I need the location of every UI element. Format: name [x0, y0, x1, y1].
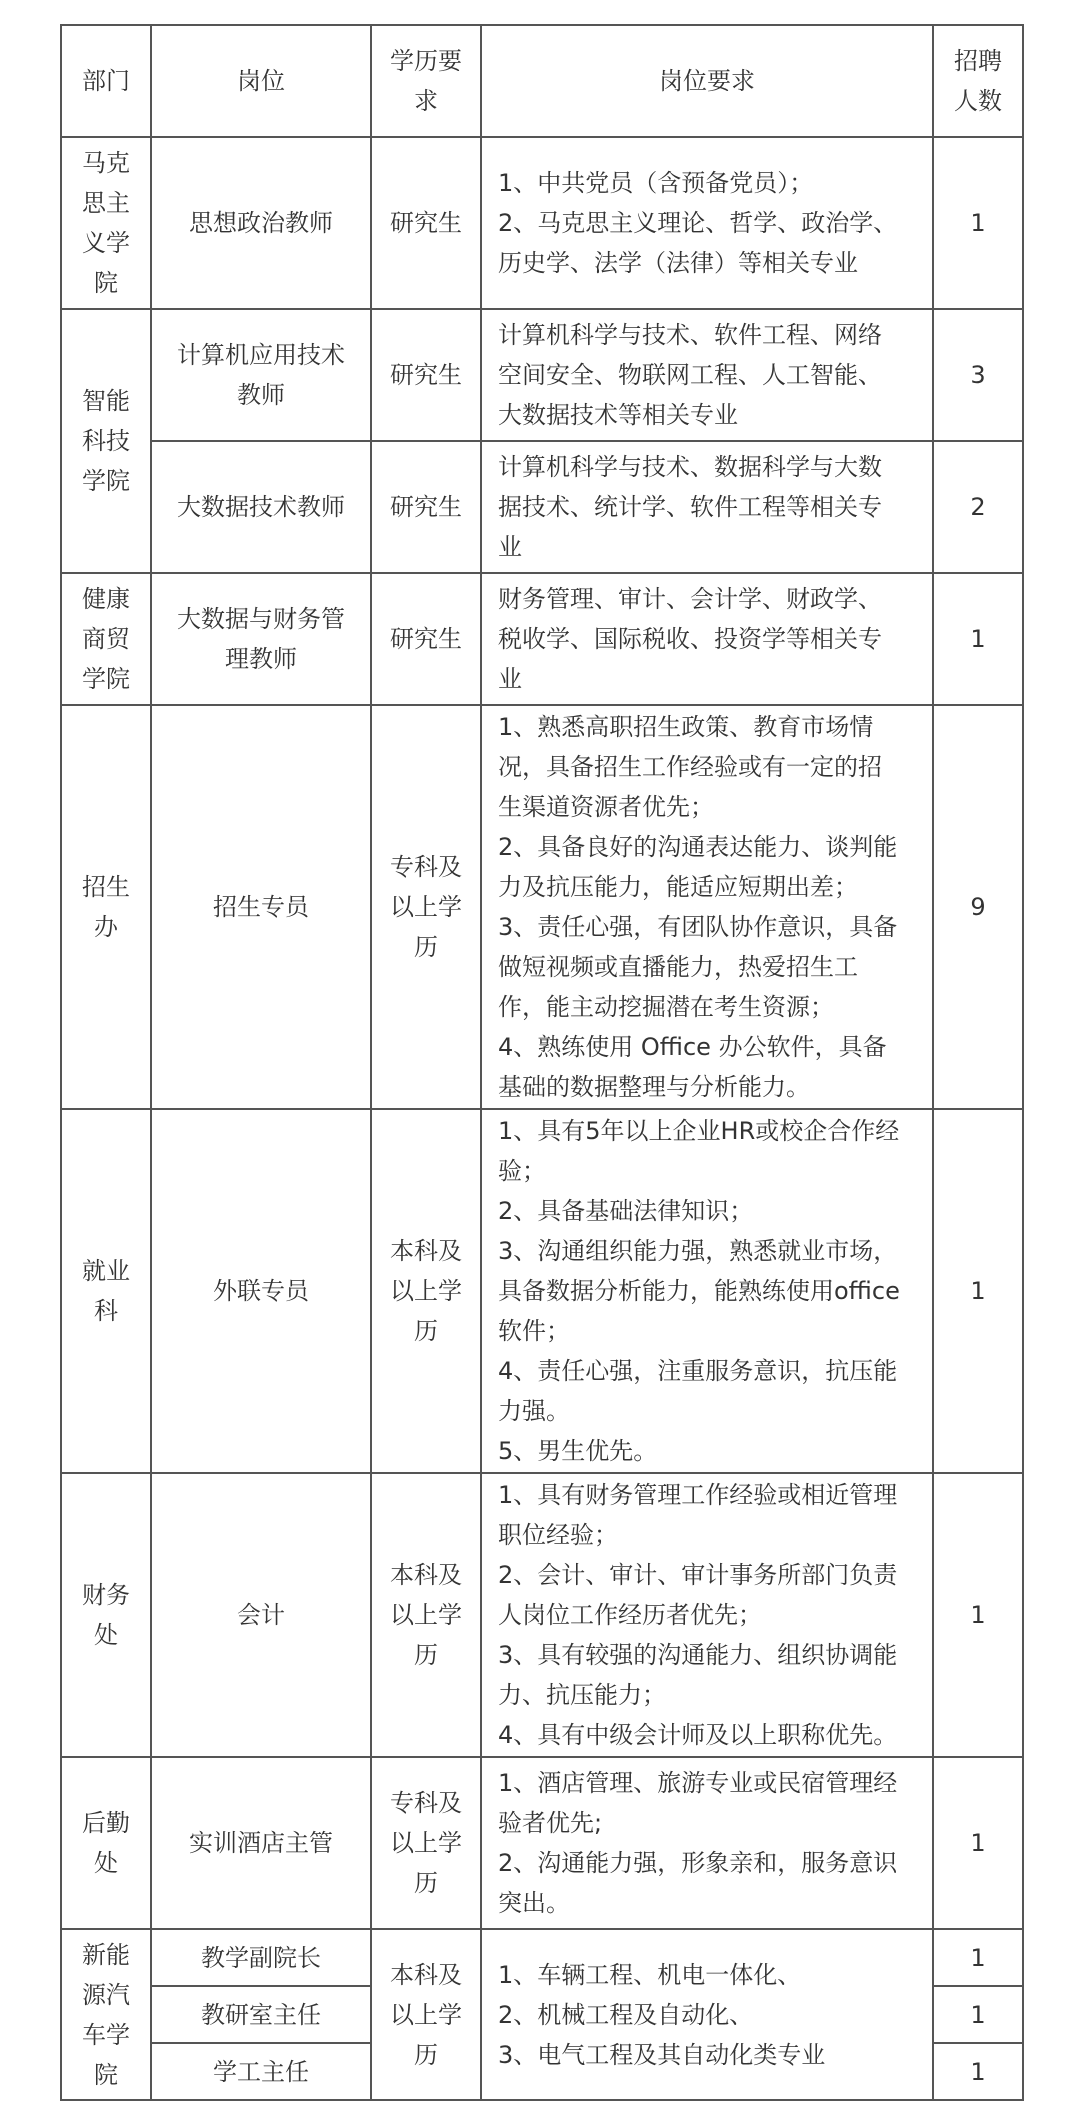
- table-row: [61, 1109, 1023, 1473]
- cell-count: 9: [933, 705, 1023, 1109]
- cell-requirements: 1、车辆工程、机电一体化、 2、机械工程及自动化、 3、电气工程及其自动化类专业: [481, 1929, 933, 2100]
- cell-education: 研究生: [371, 441, 481, 573]
- cell-count: 3: [933, 309, 1023, 441]
- table-row: [61, 1757, 1023, 1929]
- cell-position: 计算机应用技术 教师: [151, 309, 371, 441]
- cell-position: 学工主任: [151, 2043, 371, 2100]
- table-row: [61, 137, 1023, 309]
- table-row: [61, 1929, 1023, 1986]
- cell-education: 本科及 以上学 历: [371, 1929, 481, 2100]
- table-row: [61, 1473, 1023, 1757]
- cell-count: 1: [933, 1757, 1023, 1929]
- table-row: [61, 573, 1023, 705]
- cell-count: 1: [933, 2043, 1023, 2100]
- cell-requirements: 1、中共党员（含预备党员）； 2、马克思主义理论、哲学、政治学、 历史学、法学（法律）等相关专业: [481, 137, 933, 309]
- cell-requirements: 1、具有财务管理工作经验或相近管理 职位经验； 2、会计、审计、审计事务所部门负责 人岗位工作经历者优先； 3、具有较强的沟通能力、组织协调能 力、抗压能力； 4、具有中级会计师及以上职称优先。: [481, 1473, 933, 1757]
- cell-education: 专科及 以上学 历: [371, 705, 481, 1109]
- table-row: [61, 309, 1023, 441]
- table-row: [61, 705, 1023, 1109]
- cell-position: 大数据技术教师: [151, 441, 371, 573]
- cell-requirements: 1、熟悉高职招生政策、教育市场情 况，具备招生工作经验或有一定的招 生渠道资源者优先； 2、具备良好的沟通表达能力、谈判能 力及抗压能力，能适应短期出差； 3、责任心强，有团队协作意识，具备 做短视频或直播能力，热爱招生工 作，能主动挖掘潜在考生资源； 4、熟练使用 Office 办公软件，具备 基础的数据整理与分析能力。: [481, 705, 933, 1109]
- cell-position: 思想政治教师: [151, 137, 371, 309]
- cell-department: 智能 科技 学院: [61, 309, 151, 573]
- header-count: 招聘 人数: [933, 25, 1023, 137]
- table-header-row: [61, 25, 1023, 137]
- cell-requirements: 财务管理、审计、会计学、财政学、 税收学、国际税收、投资学等相关专 业: [481, 573, 933, 705]
- header-position: 岗位: [151, 25, 371, 137]
- cell-count: 1: [933, 573, 1023, 705]
- cell-position: 实训酒店主管: [151, 1757, 371, 1929]
- cell-count: 1: [933, 1929, 1023, 1986]
- cell-education: 本科及 以上学 历: [371, 1109, 481, 1473]
- cell-requirements: 1、具有5年以上企业HR或校企合作经 验； 2、具备基础法律知识； 3、沟通组织能力强，熟悉就业市场， 具备数据分析能力，能熟练使用office 软件； 4、责任心强，注重服务意识，抗压能 力强。 5、男生优先。: [481, 1109, 933, 1473]
- cell-department: 就业 科: [61, 1109, 151, 1473]
- cell-education: 本科及 以上学 历: [371, 1473, 481, 1757]
- header-requirements: 岗位要求: [481, 25, 933, 137]
- cell-position: 会计: [151, 1473, 371, 1757]
- cell-count: 1: [933, 137, 1023, 309]
- cell-requirements: 计算机科学与技术、软件工程、网络 空间安全、物联网工程、人工智能、 大数据技术等相关专业: [481, 309, 933, 441]
- cell-department: 健康 商贸 学院: [61, 573, 151, 705]
- cell-department: 财务 处: [61, 1473, 151, 1757]
- cell-education: 专科及 以上学 历: [371, 1757, 481, 1929]
- cell-requirements: 计算机科学与技术、数据科学与大数 据技术、统计学、软件工程等相关专 业: [481, 441, 933, 573]
- cell-count: 2: [933, 441, 1023, 573]
- cell-position: 招生专员: [151, 705, 371, 1109]
- cell-department: 招生 办: [61, 705, 151, 1109]
- cell-position: 教学副院长: [151, 1929, 371, 1986]
- cell-position: 大数据与财务管 理教师: [151, 573, 371, 705]
- header-education: 学历要 求: [371, 25, 481, 137]
- cell-count: 1: [933, 1986, 1023, 2043]
- table-row: [61, 441, 1023, 573]
- cell-requirements: 1、酒店管理、旅游专业或民宿管理经 验者优先; 2、沟通能力强，形象亲和，服务意识 突出。: [481, 1757, 933, 1929]
- recruitment-table: [60, 24, 1024, 2101]
- cell-department: 后勤 处: [61, 1757, 151, 1929]
- cell-education: 研究生: [371, 137, 481, 309]
- cell-count: 1: [933, 1473, 1023, 1757]
- cell-education: 研究生: [371, 573, 481, 705]
- cell-position: 教研室主任: [151, 1986, 371, 2043]
- cell-position: 外联专员: [151, 1109, 371, 1473]
- cell-count: 1: [933, 1109, 1023, 1473]
- cell-department: 新能 源汽 车学 院: [61, 1929, 151, 2100]
- cell-education: 研究生: [371, 309, 481, 441]
- cell-department: 马克 思主 义学 院: [61, 137, 151, 309]
- header-department: 部门: [61, 25, 151, 137]
